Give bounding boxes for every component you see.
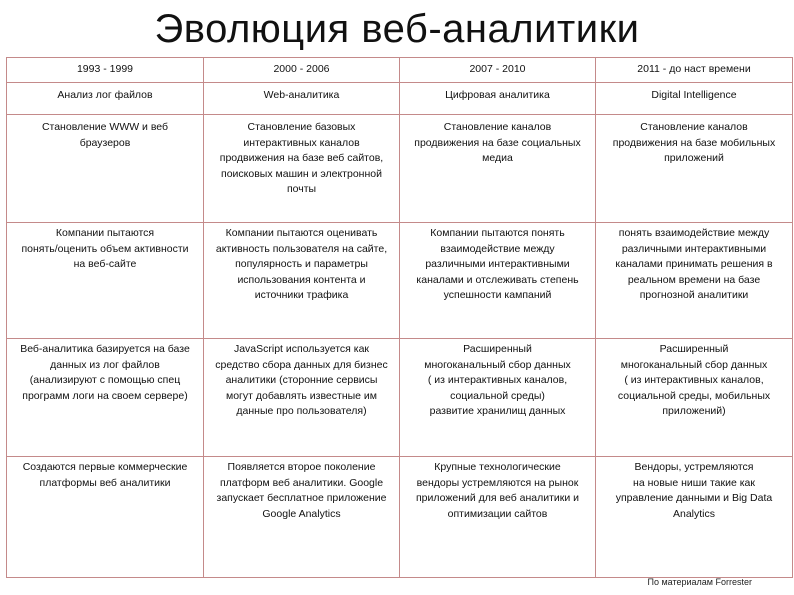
cell-text-line: (анализируют с помощью спец xyxy=(29,374,181,386)
cell-text-line: запускает бесплатное приложение xyxy=(216,492,387,504)
cell-text-line: на новые ниши такие как xyxy=(633,476,755,489)
slide-title: Эволюция веб-аналитики xyxy=(154,7,640,51)
cell-text-line: приложений) xyxy=(662,405,726,417)
stage-row xyxy=(7,83,793,115)
table-cell xyxy=(7,223,204,339)
table-cell xyxy=(596,115,793,223)
cell-text-line: прогнозной аналитики xyxy=(639,289,749,301)
table-cell xyxy=(400,339,596,457)
cell-text-line: Становление каналов xyxy=(443,121,552,133)
cell-text-line: на веб-сайте xyxy=(73,258,137,270)
cell-text-line: медиа xyxy=(482,152,513,164)
table-cell xyxy=(596,83,793,115)
goals-row xyxy=(7,223,793,339)
table-cell xyxy=(400,58,596,83)
cell-text-line: ( из интерактивных каналов, xyxy=(624,374,764,386)
cell-text-line: Компании пытаются понять xyxy=(430,227,565,239)
cell-text-line: интерактивных каналов xyxy=(243,136,360,149)
cell-text-line: могут добавлять известные им xyxy=(225,389,377,402)
cell-text-line: каналами принимать решения в xyxy=(615,258,773,270)
cell-text-line: источники трафика xyxy=(254,289,349,301)
table-cell xyxy=(7,83,204,115)
channels-row xyxy=(7,115,793,223)
cell-text-line: Digital Intelligence xyxy=(651,89,737,101)
cell-text-line: приложений для веб аналитики и xyxy=(415,492,580,504)
cell-text-line: Создаются первые коммерческие xyxy=(22,461,188,473)
cell-text-line: различными интерактивными xyxy=(425,258,570,270)
cell-text-line: Вендоры, устремляются xyxy=(634,461,754,473)
cell-text-line: Расширенный xyxy=(659,343,729,355)
cell-text-line: Крупные технологические xyxy=(434,461,561,473)
table-cell xyxy=(204,58,400,83)
cell-text-line: многоканальный сбор данных xyxy=(620,358,768,371)
cell-text-line: взаимодействие между xyxy=(440,242,555,255)
cell-text-line: аналитики (сторонние сервисы xyxy=(225,374,378,386)
cell-text-line: продвижения на базе социальных xyxy=(414,136,581,149)
cell-text-line: реальном времени на базе xyxy=(627,273,761,286)
cell-text-line: вендоры устремляются на рынок xyxy=(416,476,579,489)
cell-text-line: приложений xyxy=(664,152,724,164)
cell-text-line: продвижения на базе веб сайтов, xyxy=(219,152,384,164)
cell-text-line: активность пользователя на сайте, xyxy=(215,242,388,255)
table-cell xyxy=(7,457,204,578)
cell-text-line: 2007 - 2010 xyxy=(469,63,526,75)
table-cell xyxy=(400,223,596,339)
cell-text-line: JavaScript используется как xyxy=(233,343,370,355)
cell-text-line: Расширенный xyxy=(463,343,532,355)
cell-text-line: средство сбора данных для бизнес xyxy=(215,358,388,371)
table-cell xyxy=(400,457,596,578)
cell-text-line: программ логи на своем сервере) xyxy=(22,389,188,402)
evolution-table xyxy=(6,57,793,578)
cell-text-line: браузеров xyxy=(79,136,131,149)
data-collection-row xyxy=(7,339,793,457)
cell-text-line: популярность и параметры xyxy=(235,258,368,270)
cell-text-line: почты xyxy=(286,183,317,195)
cell-text-line: социальной среды) xyxy=(450,389,545,402)
cell-text-line: Analytics xyxy=(672,507,715,520)
cell-text-line: оптимизации сайтов xyxy=(447,507,548,520)
cell-text-line: управление данными и Big Data xyxy=(615,492,773,504)
cell-text-line: Становление WWW и веб xyxy=(41,121,169,133)
cell-text-line: 2011 - до наст времени xyxy=(637,63,751,75)
table-cell xyxy=(204,457,400,578)
cell-text-line: понять/оценить объем активности xyxy=(21,242,189,255)
table-cell xyxy=(596,223,793,339)
cell-text-line: продвижения на базе мобильных xyxy=(612,136,776,149)
cell-text-line: Становление каналов xyxy=(640,121,748,133)
table-cell xyxy=(7,115,204,223)
cell-text-line: Веб-аналитика базируется на базе xyxy=(20,343,190,355)
cell-text-line: развитие хранилищ данных xyxy=(429,405,566,417)
cell-text-line: Компании пытаются оценивать xyxy=(225,227,378,239)
cell-text-line: успешности кампаний xyxy=(443,289,552,301)
cell-text-line: использования контента и xyxy=(237,273,366,286)
period-row xyxy=(7,58,793,83)
cell-text-line: ( из интерактивных каналов, xyxy=(427,374,568,386)
table-cell xyxy=(7,58,204,83)
cell-text-line: социальной среды, мобильных xyxy=(617,389,771,402)
table-cell xyxy=(400,83,596,115)
cell-text-line: 1993 - 1999 xyxy=(76,63,134,75)
cell-text-line: Цифровая аналитика xyxy=(445,89,550,101)
source-note: По материалам Forrester xyxy=(647,577,752,587)
table-cell xyxy=(204,115,400,223)
cell-text-line: данных из лог файлов xyxy=(50,358,160,371)
cell-text-line: 2000 - 2006 xyxy=(273,63,330,75)
cell-text-line: каналами и отслеживать степень xyxy=(416,273,579,286)
cell-text-line: данные про пользователя) xyxy=(236,405,367,417)
cell-text-line: платформы веб аналитики xyxy=(39,476,171,489)
table-cell xyxy=(596,457,793,578)
cell-text-line: Компании пытаются xyxy=(55,227,155,239)
cell-text-line: Web-аналитика xyxy=(263,89,340,101)
table-cell xyxy=(204,339,400,457)
cell-text-line: Появляется второе поколение xyxy=(227,461,376,473)
cell-text-line: Google Analytics xyxy=(262,507,341,520)
table-cell xyxy=(400,115,596,223)
cell-text-line: многоканальный сбор данных xyxy=(424,358,571,371)
cell-text-line: понять взаимодействие между xyxy=(618,227,770,239)
cell-text-line: поисковых машин и электронной xyxy=(221,167,382,180)
cell-text-line: Становление базовых xyxy=(247,121,356,133)
table-cell xyxy=(7,339,204,457)
cell-text-line: различными интерактивными xyxy=(621,242,767,255)
table-cell xyxy=(596,339,793,457)
table-cell xyxy=(204,223,400,339)
vendors-row xyxy=(7,457,793,578)
cell-text-line: платформ веб аналитики. Google xyxy=(219,476,384,489)
cell-text-line: Анализ лог файлов xyxy=(57,89,153,101)
table-cell xyxy=(596,58,793,83)
table-cell xyxy=(204,83,400,115)
